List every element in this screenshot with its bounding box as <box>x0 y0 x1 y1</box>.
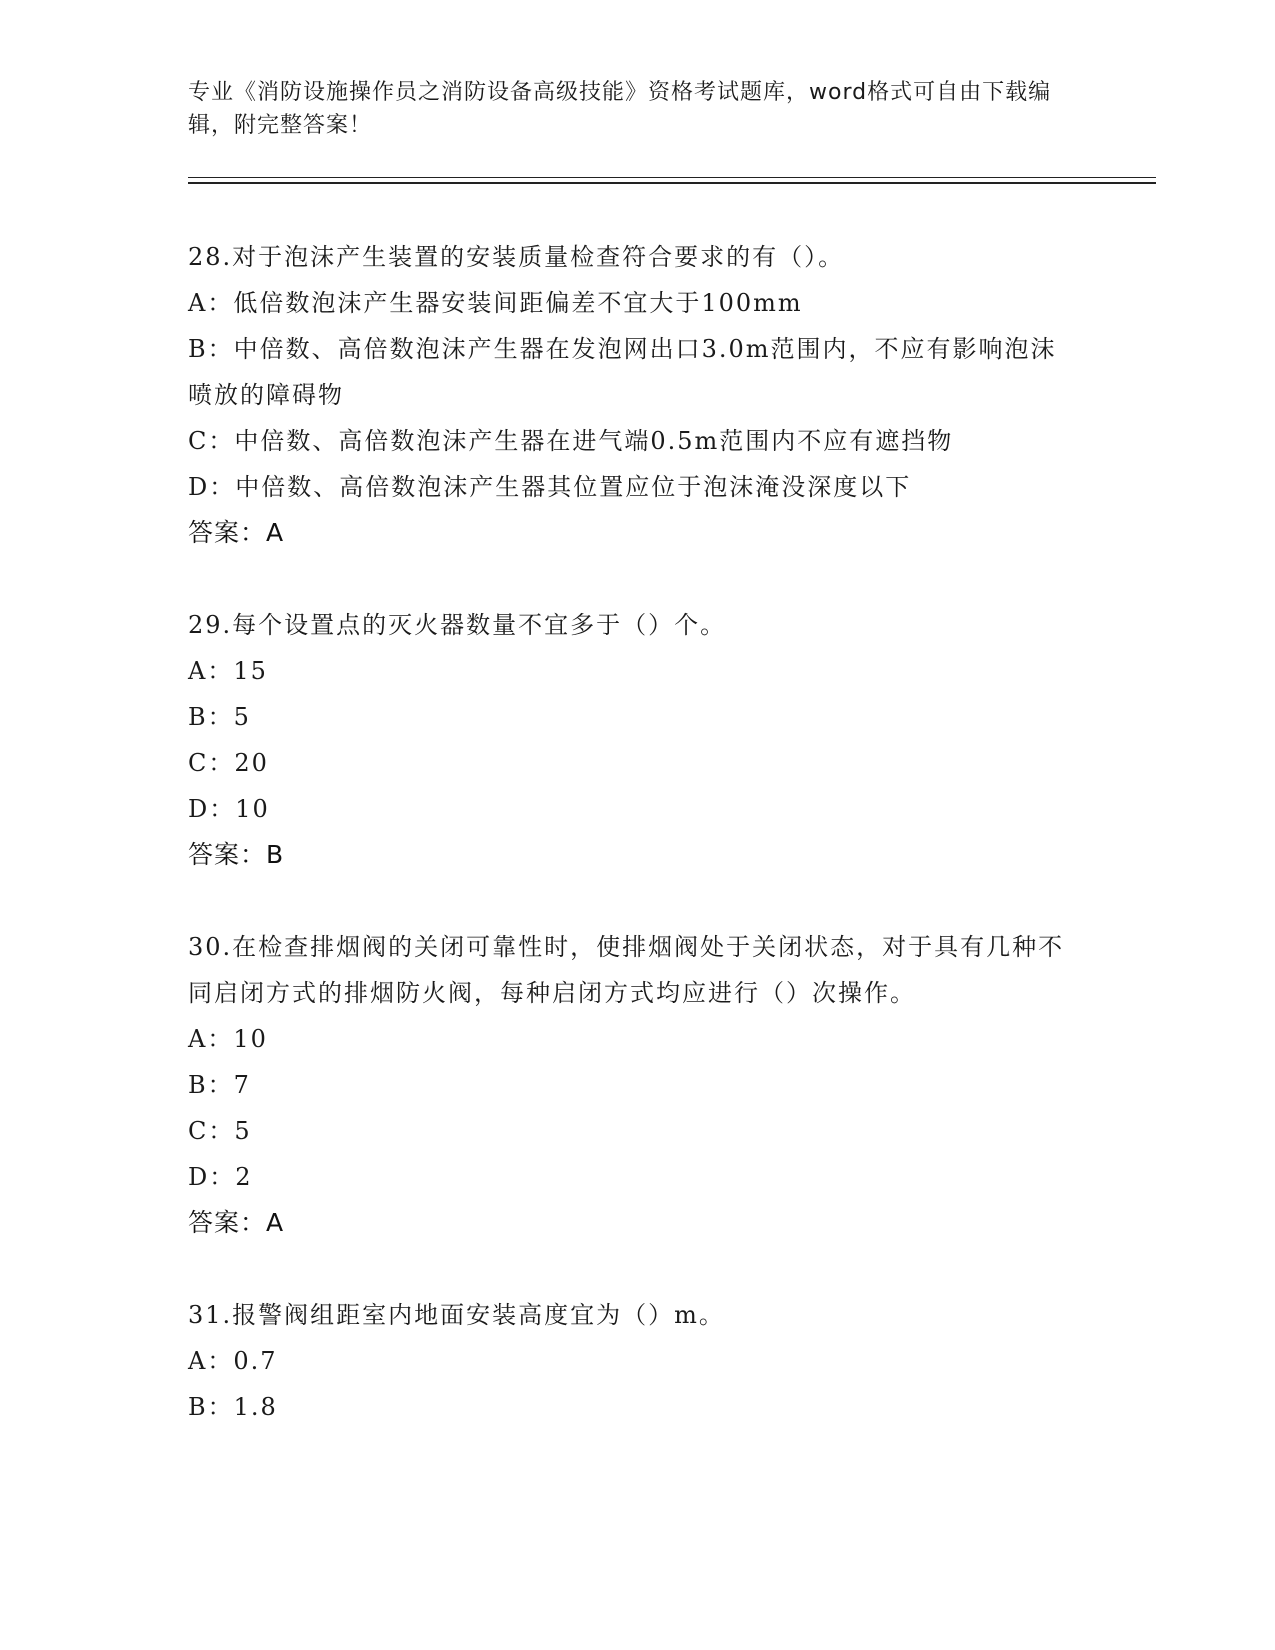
option-b: B：5 <box>188 703 251 731</box>
question-list <box>188 234 1078 1476</box>
question-31 <box>188 1292 1078 1430</box>
option-a: A：低倍数泡沫产生器安装间距偏差不宜大于100mm <box>188 289 803 317</box>
document-intro: 专业《消防设施操作员之消防设备高级技能》资格考试题库，word格式可自由下载编辑，附完整答案！ <box>188 80 1052 138</box>
option-b: B：7 <box>188 1071 251 1099</box>
header-divider-bottom <box>188 182 1156 184</box>
option-b: B：1.8 <box>188 1393 278 1421</box>
header-divider-top <box>188 177 1156 178</box>
question-stem: 29.每个设置点的灭火器数量不宜多于（）个。 <box>188 611 727 639</box>
question-stem: 30.在检查排烟阀的关闭可靠性时，使排烟阀处于关闭状态，对于具有几种不同启闭方式的排烟防火阀，每种启闭方式均应进行（）次操作。 <box>188 933 1065 1007</box>
option-a: A：0.7 <box>188 1347 278 1375</box>
option-b: B：中倍数、高倍数泡沫产生器在发泡网出口3.0m范围内，不应有影响泡沫喷放的障碍物 <box>188 335 1057 409</box>
option-c: C：20 <box>188 749 269 777</box>
answer-line: 答案：B <box>188 840 285 869</box>
option-c: C：5 <box>188 1117 252 1145</box>
option-d: D：2 <box>188 1163 253 1191</box>
option-c: C：中倍数、高倍数泡沫产生器在进气端0.5m范围内不应有遮挡物 <box>188 427 954 455</box>
question-29 <box>188 602 1078 878</box>
question-30 <box>188 924 1078 1246</box>
question-stem: 31.报警阀组距室内地面安装高度宜为（）m。 <box>188 1301 725 1329</box>
answer-line: 答案：A <box>188 518 285 547</box>
option-d: D：中倍数、高倍数泡沫产生器其位置应位于泡沫淹没深度以下 <box>188 473 912 501</box>
question-stem: 28.对于泡沫产生装置的安装质量检查符合要求的有（）。 <box>188 243 845 271</box>
answer-line: 答案：A <box>188 1208 285 1237</box>
option-d: D：10 <box>188 795 270 823</box>
option-a: A：10 <box>188 1025 268 1053</box>
question-28 <box>188 234 1078 556</box>
option-a: A：15 <box>188 657 268 685</box>
